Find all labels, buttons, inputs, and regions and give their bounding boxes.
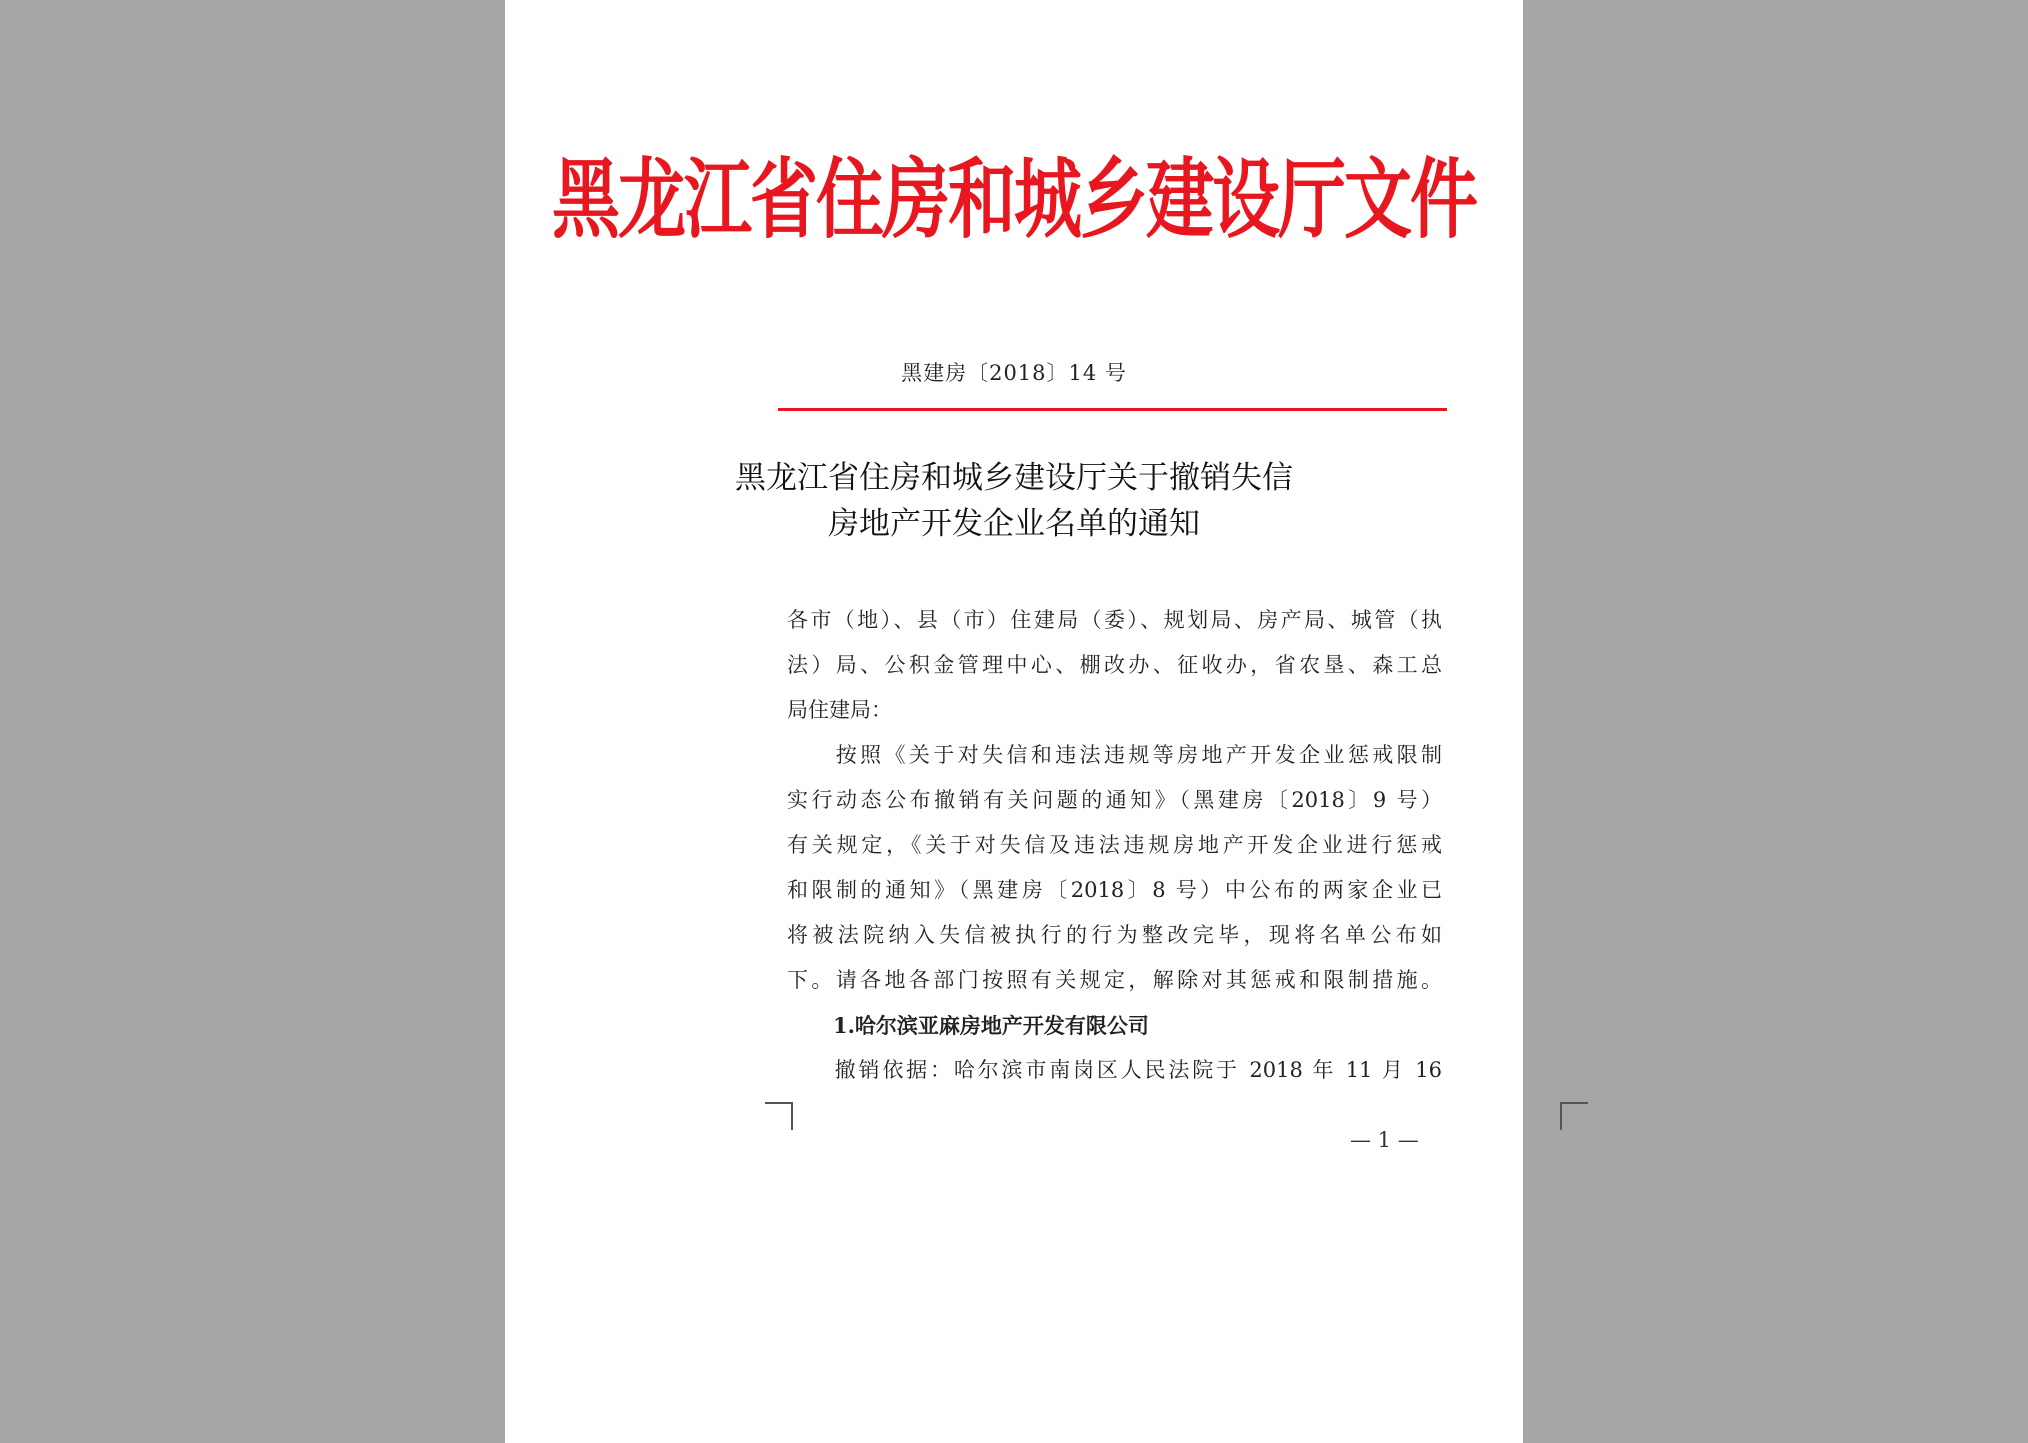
page-number: — 1 — (1350, 1128, 1419, 1152)
body-line: 和限制的通知》（黑建房〔2018〕8 号）中公布的两家企业已 (787, 878, 1442, 902)
header-divider (778, 408, 1447, 411)
body-line: 有关规定，《关于对失信及违法违规房地产开发企业进行惩戒 (787, 833, 1442, 857)
notice-title-line: 黑龙江省住房和城乡建设厅关于撤销失信 (735, 460, 1293, 496)
document-page (505, 0, 1523, 1443)
crop-mark-left (765, 1102, 793, 1130)
basis-line: 撤销依据：哈尔滨市南岗区人民法院于 2018 年 11 月 16 (787, 1058, 1442, 1082)
body-line: 法）局、公积金管理中心、棚改办、征收办，省农垦、森工总 (787, 653, 1442, 677)
crop-mark-right (1560, 1102, 1588, 1130)
notice-title (505, 455, 1523, 547)
body-line: 按照《关于对失信和违法违规等房地产开发企业惩戒限制 (787, 743, 1442, 767)
body-line: 将被法院纳入失信被执行的行为整改完毕，现将名单公布如 (787, 923, 1442, 947)
body-line: 局住建局： (787, 698, 892, 722)
body-line: 实行动态公布撤销有关问题的通知》（黑建房〔2018〕9 号） (787, 788, 1442, 812)
agency-header: 黑龙江省住房和城乡建设厅文件 (551, 150, 1476, 252)
document-number: 黑建房〔2018〕14 号 (901, 361, 1127, 385)
notice-body (787, 598, 1442, 1093)
notice-title-line: 房地产开发企业名单的通知 (828, 506, 1200, 542)
body-line: 各市（地）、县（市）住建局（委）、规划局、房产局、城管（执 (787, 608, 1442, 632)
company-heading: 1.哈尔滨亚麻房地产开发有限公司 (833, 1013, 1149, 1038)
body-line: 下。请各地各部门按照有关规定，解除对其惩戒和限制措施。 (787, 968, 1442, 992)
